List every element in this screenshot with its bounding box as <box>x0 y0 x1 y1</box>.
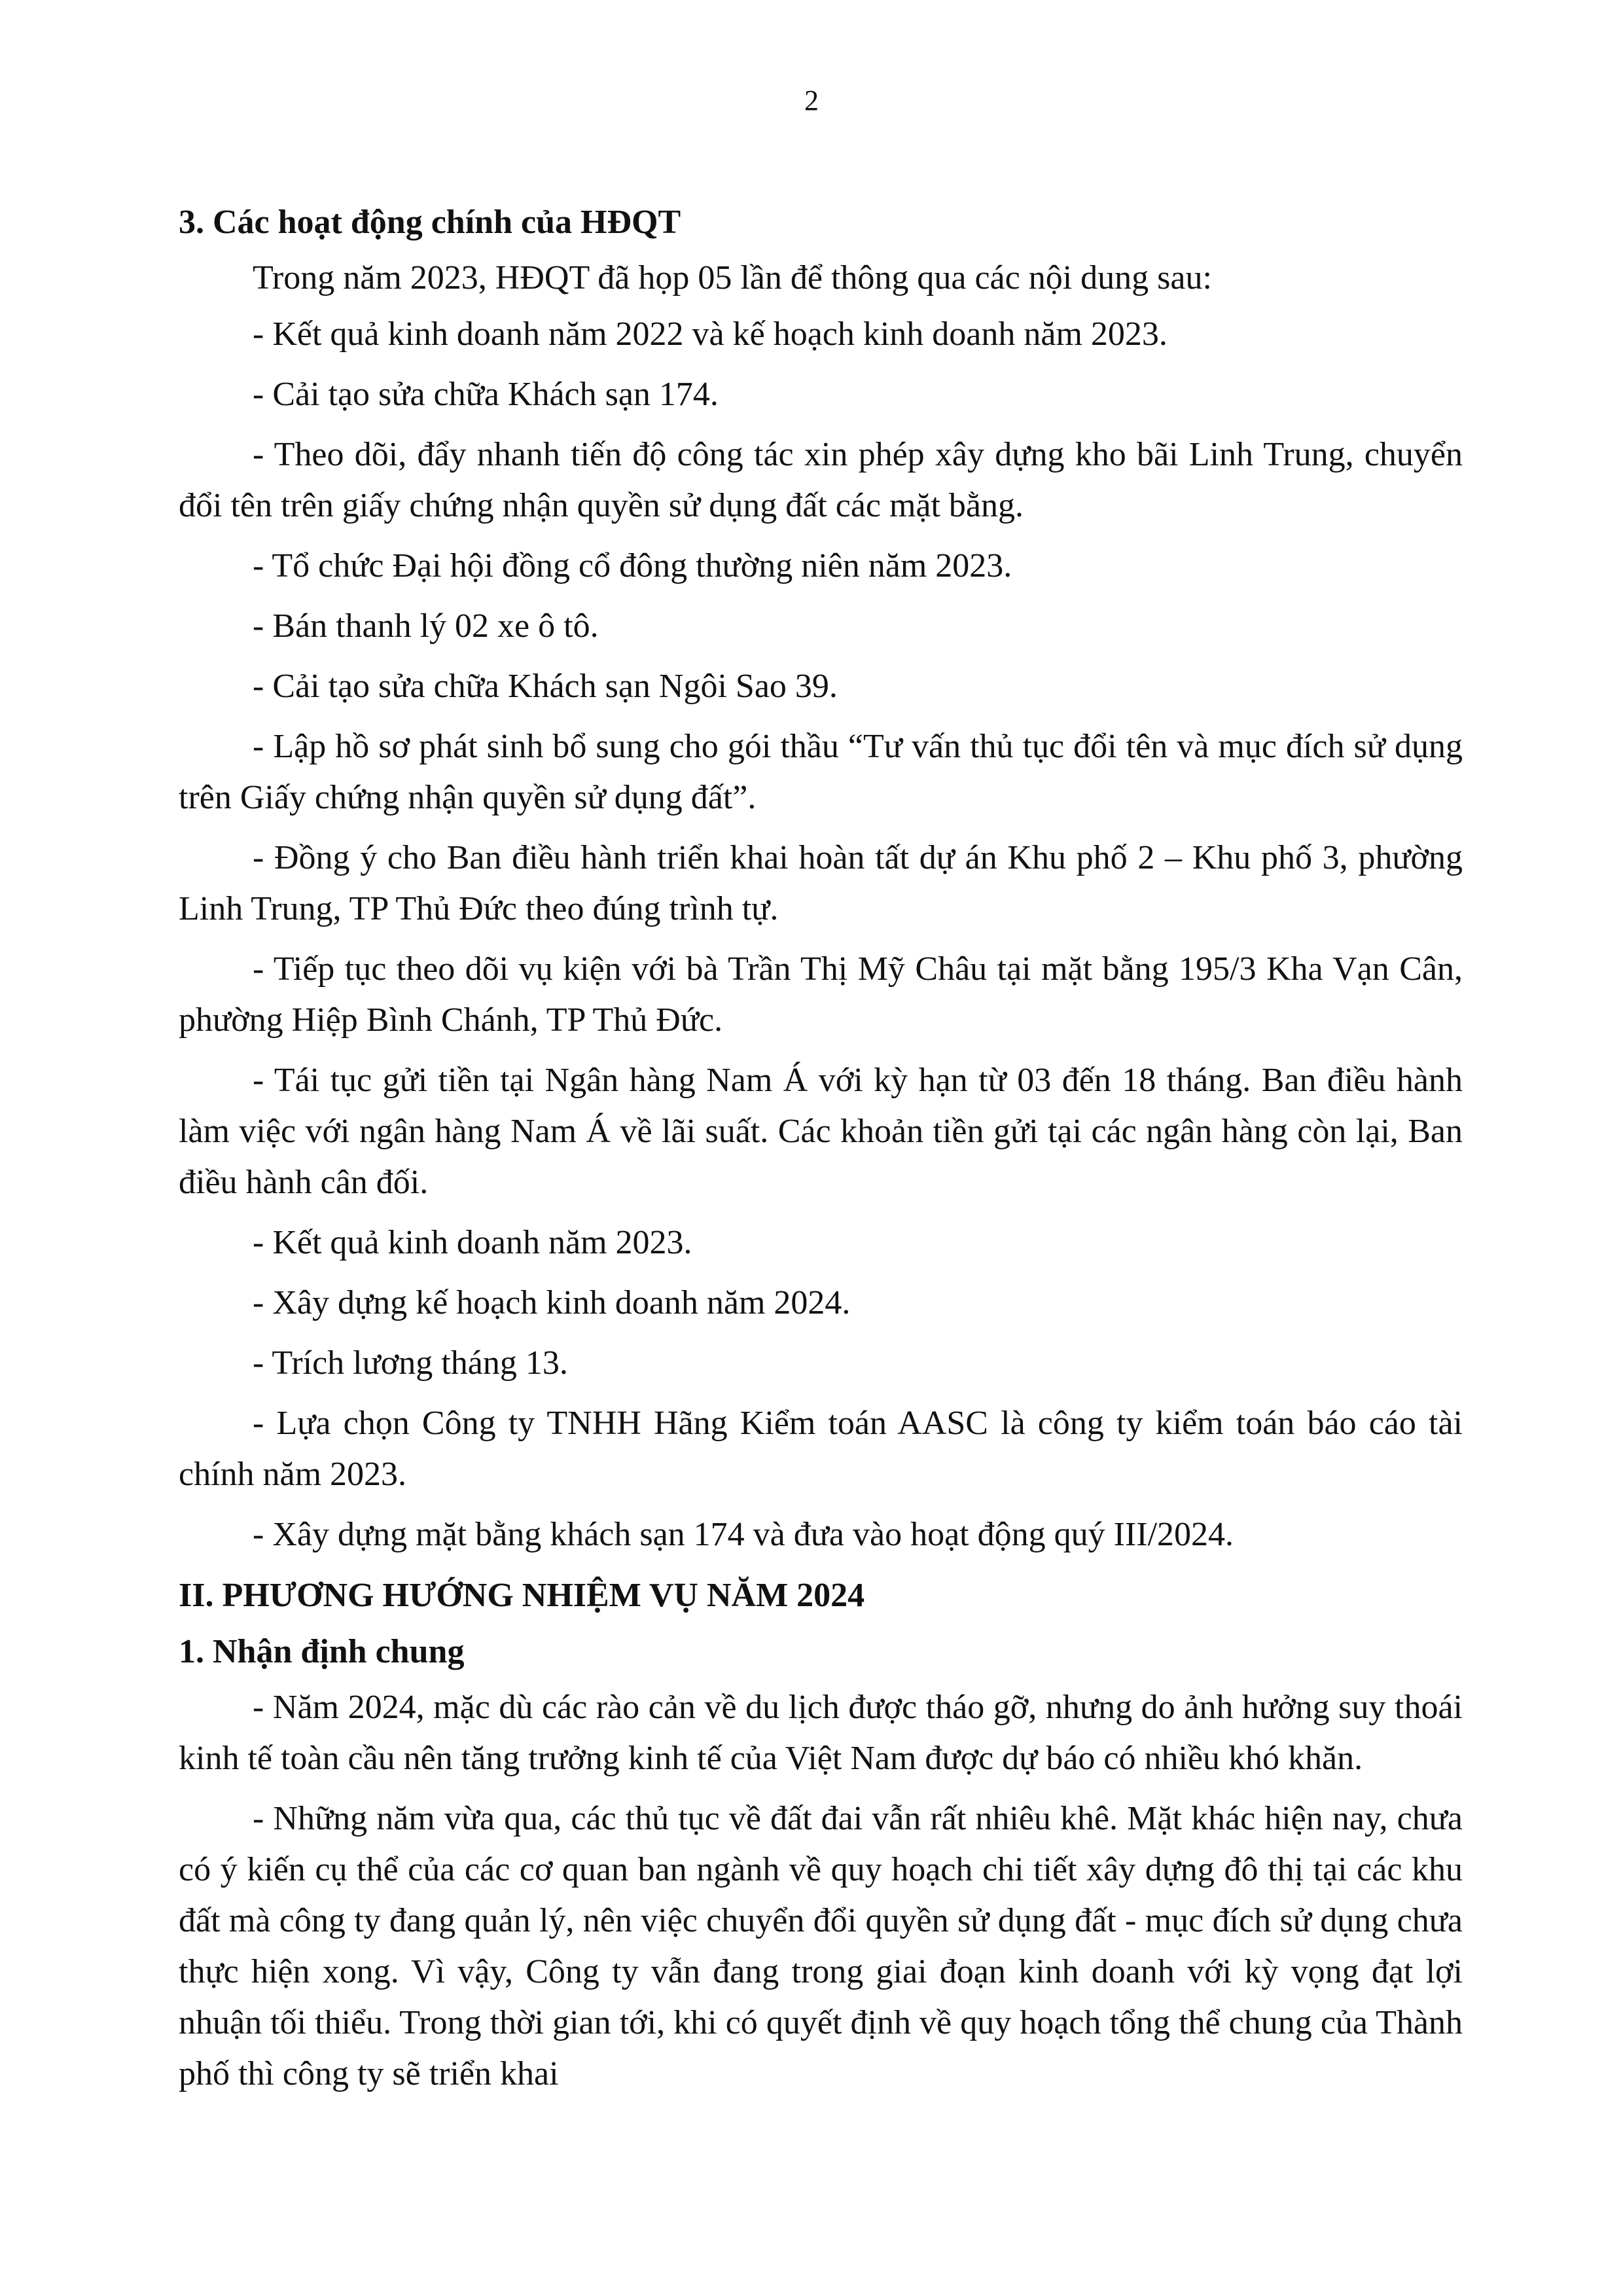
list-item: - Lập hồ sơ phát sinh bổ sung cho gói thầu “Tư vấn thủ tục đổi tên và mục đích sử dụng trên Giấy chứng nhận quyền sử dụng đất”. <box>179 728 1463 816</box>
list-item: - Kết quả kinh doanh năm 2022 và kế hoạch kinh doanh năm 2023. <box>253 315 1168 353</box>
section-heading-directions-2024: II. PHƯƠNG HƯỚNG NHIỆM VỤ NĂM 2024 <box>179 1577 865 1614</box>
section-heading-board-activities: 3. Các hoạt động chính của HĐQT <box>179 204 681 241</box>
page-number: 2 <box>804 84 819 117</box>
list-item: - Lựa chọn Công ty TNHH Hãng Kiểm toán AASC là công ty kiểm toán báo cáo tài chính năm 2023. <box>179 1405 1463 1493</box>
list-item: - Xây dựng mặt bằng khách sạn 174 và đưa vào hoạt động quý III/2024. <box>253 1516 1234 1553</box>
list-item: - Xây dựng kế hoạch kinh doanh năm 2024. <box>253 1284 851 1321</box>
list-item: - Trích lương tháng 13. <box>253 1344 568 1382</box>
paragraph: - Những năm vừa qua, các thủ tục về đất đai vẫn rất nhiêu khê. Mặt khác hiện nay, chưa có ý kiến cụ thể của các cơ quan ban ngành về quy hoạch chi tiết xây dựng đô thị tại các khu đất mà công ty đang quản lý, nên việc chuyển đổi quyền sử dụng đất - mục đích sử dụng chưa thực hiện xong. Vì vậy, Công ty vẫn đang trong giai đoạn kinh doanh với kỳ vọng đạt lợi nhuận tối thiểu. Trong thời gian tới, khi có quyết định về quy hoạch tổng thể chung của Thành phố thì công ty sẽ triển khai <box>179 1800 1463 2092</box>
section-intro: Trong năm 2023, HĐQT đã họp 05 lần để thông qua các nội dung sau: <box>253 259 1212 296</box>
list-item: - Tái tục gửi tiền tại Ngân hàng Nam Á với kỳ hạn từ 03 đến 18 tháng. Ban điều hành làm việc với ngân hàng Nam Á về lãi suất. Các khoản tiền gửi tại các ngân hàng còn lại, Ban điều hành cân đối. <box>179 1062 1463 1201</box>
list-item: - Cải tạo sửa chữa Khách sạn Ngôi Sao 39. <box>253 668 838 705</box>
document-body <box>179 196 1463 2100</box>
list-item: - Bán thanh lý 02 xe ô tô. <box>253 607 599 645</box>
list-item: - Kết quả kinh doanh năm 2023. <box>253 1224 692 1261</box>
subsection-heading-general-assessment: 1. Nhận định chung <box>179 1633 465 1670</box>
activity-list <box>179 309 1463 1560</box>
list-item: - Tiếp tục theo dõi vụ kiện với bà Trần Thị Mỹ Châu tại mặt bằng 195/3 Kha Vạn Cân, phường Hiệp Bình Chánh, TP Thủ Đức. <box>179 950 1463 1039</box>
list-item: - Đồng ý cho Ban điều hành triển khai hoàn tất dự án Khu phố 2 – Khu phố 3, phường Linh Trung, TP Thủ Đức theo đúng trình tự. <box>179 839 1463 927</box>
list-item: - Cải tạo sửa chữa Khách sạn 174. <box>253 376 719 413</box>
list-item: - Theo dõi, đẩy nhanh tiến độ công tác xin phép xây dựng kho bãi Linh Trung, chuyển đổi tên trên giấy chứng nhận quyền sử dụng đất các mặt bằng. <box>179 436 1463 524</box>
paragraph: - Năm 2024, mặc dù các rào cản về du lịch được tháo gỡ, nhưng do ảnh hưởng suy thoái kinh tế toàn cầu nên tăng trưởng kinh tế của Việt Nam được dự báo có nhiều khó khăn. <box>179 1689 1463 1777</box>
list-item: - Tổ chức Đại hội đồng cổ đông thường niên năm 2023. <box>253 547 1012 584</box>
